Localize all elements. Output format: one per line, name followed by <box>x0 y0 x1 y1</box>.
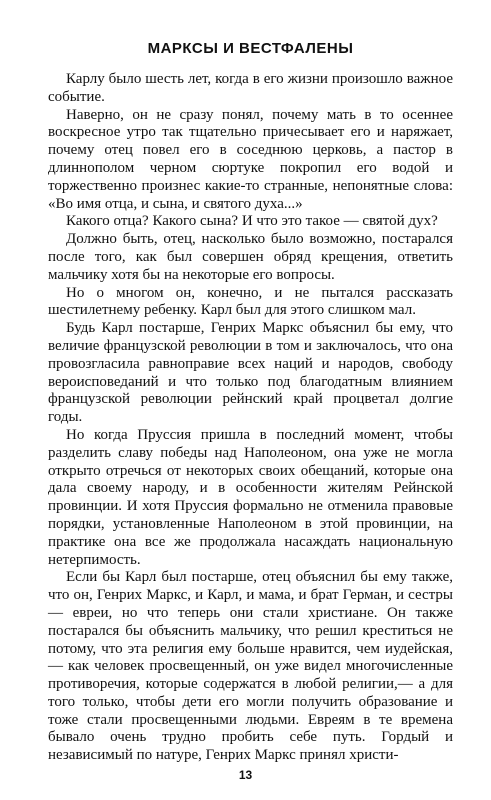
paragraph: Если бы Карл был постарше, отец объяснил бы ему также, что он, Генрих Маркс, и Карл, и мама, и брат Герман, и сестры — евреи, но что теперь они стали христиане. Он также постарался бы объяснить мальчику, что решил креститься не потому, что эта религия ему больше нравится, чем иудейская,— как человек просвещенный, он уже видел многочисленные противоречия, которые содержатся в любой религии,— а для того только, чтобы дети его могли получить образование и тоже стали просвещенными людьми. Евреям в те времена бывало очень трудно пробить себе путь. Гордый и независимый по натуре, Генрих Маркс принял христи- <box>48 569 453 764</box>
body-text <box>48 71 453 765</box>
paragraph: Должно быть, отец, насколько было возможно, постарался после того, как был совершен обряд крещения, ответить мальчику хотя бы на некоторые его вопросы. <box>48 231 453 283</box>
paragraph: Какого отца? Какого сына? И что это такое — святой дух? <box>66 213 438 230</box>
chapter-title: МАРКСЫ И ВЕСТФАЛЕНЫ <box>147 40 354 57</box>
paragraph: Но когда Пруссия пришла в последний момент, чтобы разделить славу победы над Наполеоном, она уже не могла открыто отречься от некоторых своих обещаний, которые она дала своему народу, и в особенности жителям Рейнской провинции. И хотя Пруссия формально не отменила правовые порядки, установленные Наполеоном в этой провинции, на практике она все же продолжала насаждать национальную нетерпимость. <box>48 426 453 568</box>
page-number: 13 <box>238 768 253 782</box>
paragraph: Но о многом он, конечно, и не пытался рассказать шестилетнему ребенку. Карл был для этого слишком мал. <box>48 284 453 319</box>
paragraph: Карлу было шесть лет, когда в его жизни произошло важное событие. <box>48 71 453 105</box>
paragraph: Наверно, он не сразу понял, почему мать в то осеннее воскресное утро так тщательно причесывает его и наряжает, почему отец повел его в соседнюю церковь, а пастор в длиннополом черном сюртуке покропил его водой и торжественно произнес какие-то странные, непонятные слова: «Во имя отца, и сына, и святого духа...» <box>48 106 453 212</box>
paragraph: Будь Карл постарше, Генрих Маркс объяснил бы ему, что величие французской революции в том и заключалось, что она провозгласила равноправие всех наций и народов, свободу вероисповеданий и что только под благодатным влиянием французской революции рейнский край процветал долгие годы. <box>48 320 453 426</box>
